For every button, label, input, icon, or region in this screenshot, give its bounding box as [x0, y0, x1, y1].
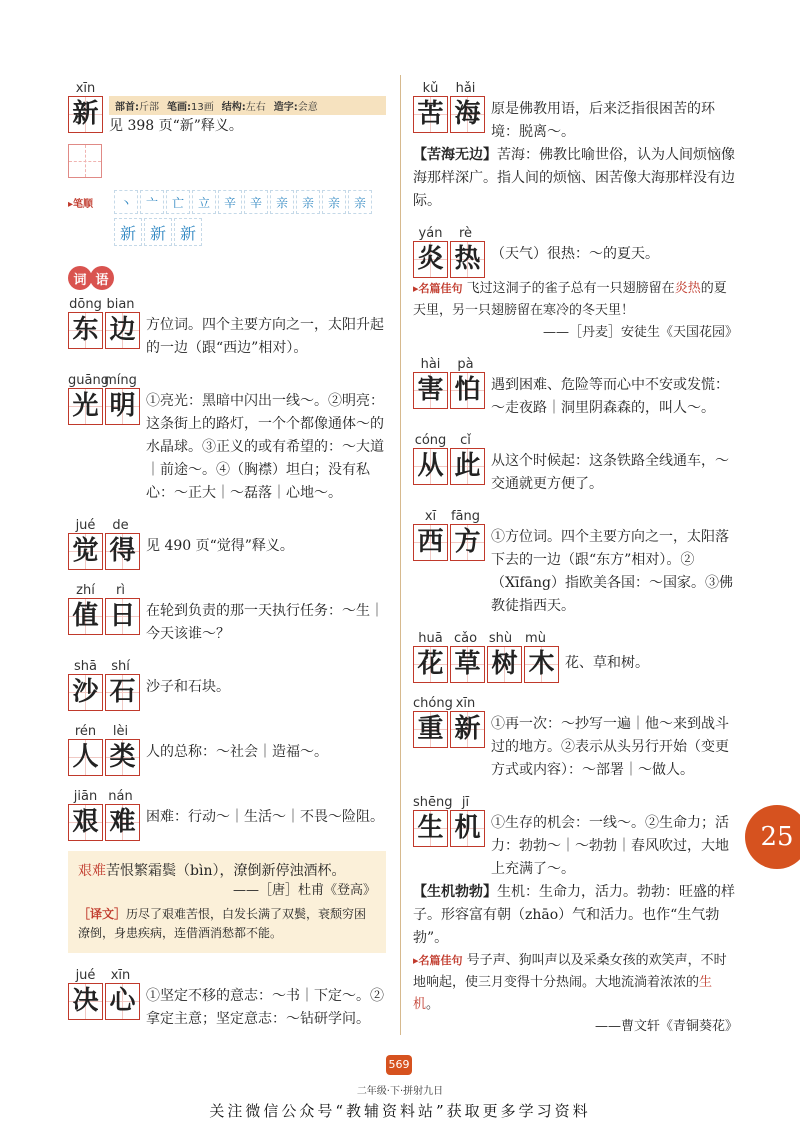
- char-box: 木: [524, 646, 559, 683]
- idiom-definition: 生机：生命力，活力。勃勃：旺盛的样子。形容富有朝（zhāo）气和活力。也作“生气勃勃”。: [413, 884, 735, 946]
- pinyin-syllable: guāng: [68, 373, 109, 388]
- word-entry-dongbian: [68, 294, 386, 360]
- char-box: 日: [105, 598, 140, 635]
- word-entry-juexin: [68, 965, 386, 1031]
- quote-tag: ▸名篇佳句: [413, 282, 463, 295]
- pinyin-syllable: bian: [106, 297, 135, 312]
- info-label: 结构:: [221, 102, 246, 113]
- char-box: 心: [105, 983, 140, 1020]
- char-box: 难: [105, 804, 140, 841]
- pinyin-syllable: míng: [104, 373, 137, 388]
- pinyin-syllable: yán: [418, 226, 443, 241]
- pinyin-syllable: huā: [418, 631, 443, 646]
- pinyin-syllable: cóng: [414, 433, 447, 448]
- char-box: 石: [105, 674, 140, 711]
- stroke-step: 亲: [296, 190, 320, 214]
- word-entry-haipa: [413, 354, 738, 420]
- pinyin-syllable: rè: [458, 226, 473, 241]
- pinyin-syllable: rén: [74, 724, 97, 739]
- char-info-bar: [109, 96, 386, 115]
- pinyin-syllable: cǎo: [453, 631, 478, 646]
- quote-text: 飞过这洞子的雀子总有一只翅膀留在: [466, 281, 675, 296]
- writing-grid: [68, 144, 386, 182]
- pinyin-syllable: chóng: [413, 696, 453, 711]
- definition: 见 490 页“觉得”释义。: [146, 538, 294, 554]
- section-title-char: 词: [68, 266, 92, 290]
- quote-source: ——曹文轩《青铜葵花》: [594, 1019, 738, 1034]
- word-entry-chongxin: [413, 693, 738, 782]
- definition: 人的总称：～社会｜造福～。: [146, 744, 328, 760]
- word-entry-yanre: [413, 223, 738, 344]
- idiom-label: 【生机勃勃】: [413, 884, 497, 900]
- pinyin-syllable: hǎi: [455, 81, 476, 96]
- pinyin-syllable: fāng: [450, 509, 481, 524]
- poem-line: [78, 861, 376, 881]
- definition: 原是佛教用语，后来泛指很困苦的环境：脱离～。: [491, 101, 715, 140]
- idiom-definition: 苦海：佛教比喻世俗，认为人间烦恼像海那样深广。指人间的烦恼、困苦像大海那样没有边际。: [413, 147, 735, 209]
- definition: ①生存的机会：一线～。②生命力；活力：勃勃～｜～勃勃｜春风吹过，大地上充满了～。: [491, 815, 729, 877]
- char-box: 机: [450, 810, 485, 847]
- char-box: 光: [68, 388, 103, 425]
- char-box: 炎: [413, 241, 448, 278]
- stroke-step: 亲: [348, 190, 372, 214]
- translation-text: 历尽了艰难苦恨，白发长满了双鬓，衰颓穷困潦倒，身患疾病，连借酒消愁都不能。: [78, 907, 367, 940]
- char-box: 从: [413, 448, 448, 485]
- word-entry-congci: [413, 430, 738, 496]
- info-label: 笔画:: [167, 102, 191, 113]
- definition: 困难：行动～｜生活～｜不畏～险阻。: [146, 809, 384, 825]
- pinyin-syllable: shù: [488, 631, 513, 646]
- char-box: 生: [413, 810, 448, 847]
- stroke-step: 辛: [244, 190, 268, 214]
- char-box: 苦: [413, 96, 448, 133]
- pinyin-syllable: jī: [461, 795, 470, 810]
- pinyin-syllable: pà: [457, 357, 474, 372]
- info-value: 斤部: [139, 102, 159, 113]
- pinyin-syllable: kǔ: [422, 81, 439, 96]
- definition: ①坚定不移的意志：～书｜下定～。②拿定主意；坚定意志：～钻研学问。: [146, 988, 384, 1027]
- definition: ①方位词。四个主要方向之一，太阳落下去的一边（跟“东方”相对）。②（Xīfāng）指欧美各国：～国家。③佛教徒指西天。: [491, 529, 733, 614]
- char-box: 得: [105, 533, 140, 570]
- pinyin-syllable: shā: [74, 659, 97, 674]
- pinyin-syllable: dōng: [69, 297, 102, 312]
- word-entry-guangming: [68, 370, 386, 505]
- char-box: 沙: [68, 674, 103, 711]
- stroke-step: 新: [114, 218, 142, 246]
- quote-highlight: 生机: [413, 975, 713, 1012]
- char-box: 方: [450, 524, 485, 561]
- pinyin-syllable: jiān: [73, 789, 98, 804]
- word-entry-huacaoshumu: [413, 628, 738, 683]
- stroke-step: 亲: [270, 190, 294, 214]
- pinyin-syllable: shí: [111, 659, 130, 674]
- char-box: 类: [105, 739, 140, 776]
- word-entry-shashi: [68, 656, 386, 711]
- char-box: 边: [105, 312, 140, 349]
- char-entry-xin: [68, 78, 386, 246]
- char-box: 重: [413, 711, 448, 748]
- poem-source: ——［唐］杜甫《登高》: [232, 883, 376, 898]
- word-entry-xifang: [413, 506, 738, 618]
- char-box: 怕: [450, 372, 485, 409]
- char-box: 决: [68, 983, 103, 1020]
- char-box: 树: [487, 646, 522, 683]
- stroke-step: 亡: [166, 190, 190, 214]
- pinyin-syllable: xīn: [455, 696, 476, 711]
- stroke-step: 立: [192, 190, 216, 214]
- char-box: 害: [413, 372, 448, 409]
- stroke-step: 丶: [114, 190, 138, 214]
- quote-text: 的夏天里，另一只翅膀留在寒冷的冬天里！: [413, 281, 727, 318]
- word-entry-zhiri: [68, 580, 386, 646]
- quote-tag: ▸名篇佳句: [413, 954, 463, 967]
- char-box: 人: [68, 739, 103, 776]
- column-divider: [400, 75, 401, 1035]
- quote-highlight: 炎热: [674, 281, 701, 296]
- definition: 从这个时候起：这条铁路全线通车，～交通就更方便了。: [491, 453, 729, 492]
- definition: ①再一次：～抄写一遍｜他～来到战斗过的地方。②表示从头另行开始（变更方式或内容）：～部署｜～做人。: [491, 716, 729, 778]
- char-box: 明: [105, 388, 140, 425]
- quote-source: ——［丹麦］安徒生《天国花园》: [542, 325, 738, 340]
- info-value: 13画: [191, 102, 214, 113]
- stroke-order: [68, 190, 386, 246]
- stroke-step: 新: [174, 218, 202, 246]
- stroke-step: 新: [144, 218, 172, 246]
- section-title-words: [68, 266, 112, 290]
- pinyin-syllable: jué: [75, 968, 96, 983]
- pinyin-syllable: xī: [424, 509, 437, 524]
- char-box: 海: [450, 96, 485, 133]
- definition: 在轮到负责的那一天执行任务：～生｜今天该谁～？: [146, 603, 384, 642]
- definition: ①亮光：黑暗中闪出一线～。②明亮：这条街上的路灯，一个个都像通体～的水晶球。③正义的或有希望的：～大道｜前途～。④（胸襟）坦白；没有私心：～正大｜～磊落｜心地～。: [146, 393, 384, 501]
- footer-watermark-text: 关注微信公众号“教辅资料站”获取更多学习资料: [209, 1102, 591, 1120]
- famous-quote: [413, 278, 738, 322]
- char-box: 西: [413, 524, 448, 561]
- info-label: 部首:: [115, 102, 139, 113]
- definition: 遇到困难、危险等而心中不安或发慌：～走夜路｜洞里阴森森的，叫人～。: [491, 377, 729, 416]
- stroke-step: 亲: [322, 190, 346, 214]
- info-value: 会意: [297, 102, 318, 113]
- char-box: 花: [413, 646, 448, 683]
- char-box: 东: [68, 312, 103, 349]
- stroke-step: 辛: [218, 190, 242, 214]
- pinyin-syllable: nán: [108, 789, 133, 804]
- char-box: 觉: [68, 533, 103, 570]
- quote-text: 。: [426, 997, 440, 1012]
- pinyin-syllable: lèi: [112, 724, 129, 739]
- right-column: [413, 78, 738, 1048]
- pinyin-syllable: rì: [116, 583, 125, 598]
- definition: （天气）很热：～的夏天。: [491, 246, 659, 262]
- footer-caption: 二年级·下·拼射九日: [356, 1086, 444, 1097]
- word-entry-kuhai: [413, 78, 738, 213]
- pinyin-syllable: shēng: [413, 795, 453, 810]
- char-box: 新: [68, 96, 103, 133]
- word-entry-shengji: [413, 792, 738, 1038]
- side-page-marker: 25: [745, 805, 800, 869]
- char-box: 草: [450, 646, 485, 683]
- see-reference: 见 398 页“新”释义。: [109, 118, 243, 134]
- word-entry-juede: [68, 515, 386, 570]
- word-entry-jiannan: [68, 786, 386, 841]
- pinyin-syllable: mù: [525, 631, 546, 646]
- poem-text: 苦恨繁霜鬓（bìn），潦倒新停浊酒杯。: [106, 863, 346, 879]
- definition: 沙子和石块。: [146, 679, 230, 695]
- info-value: 左右: [245, 102, 266, 113]
- poem-highlight: 艰难: [78, 863, 106, 879]
- poem-box: [68, 851, 386, 953]
- idiom-label: 【苦海无边】: [413, 147, 497, 163]
- tian-grid-box: [68, 144, 102, 178]
- quote-text: 号子声、狗叫声以及采桑女孩的欢笑声，不时地响起，使三月变得十分热闹。大地流淌着浓浓的: [413, 953, 727, 990]
- word-entry-renlei: [68, 721, 386, 776]
- pinyin: [68, 78, 386, 96]
- char-box: 值: [68, 598, 103, 635]
- pinyin-syllable: hài: [420, 357, 441, 372]
- pinyin-syllable: xīn: [75, 81, 96, 96]
- pinyin-syllable: xīn: [110, 968, 131, 983]
- poem-translation: [78, 905, 376, 943]
- stroke-step: 亠: [140, 190, 164, 214]
- info-label: 造字:: [273, 102, 298, 113]
- char-box: 此: [450, 448, 485, 485]
- page-number: 569: [386, 1055, 412, 1075]
- pinyin-syllable: zhí: [76, 583, 95, 598]
- char-box: 热: [450, 241, 485, 278]
- pinyin-syllable: jué: [75, 518, 96, 533]
- idiom: [413, 144, 738, 213]
- translation-tag: ［译文］: [78, 907, 127, 921]
- char-box: 艰: [68, 804, 103, 841]
- definition: 方位词。四个主要方向之一，太阳升起的一边（跟“西边”相对）。: [146, 317, 384, 356]
- pinyin-syllable: cǐ: [460, 433, 471, 448]
- section-title-char: 语: [90, 266, 114, 290]
- pinyin-syllable: de: [112, 518, 129, 533]
- definition: 花、草和树。: [565, 655, 649, 671]
- stroke-order-label: ▸笔顺: [68, 199, 94, 210]
- famous-quote: [413, 950, 738, 1016]
- char-box: 新: [450, 711, 485, 748]
- idiom: [413, 881, 738, 950]
- left-column: [68, 78, 386, 1041]
